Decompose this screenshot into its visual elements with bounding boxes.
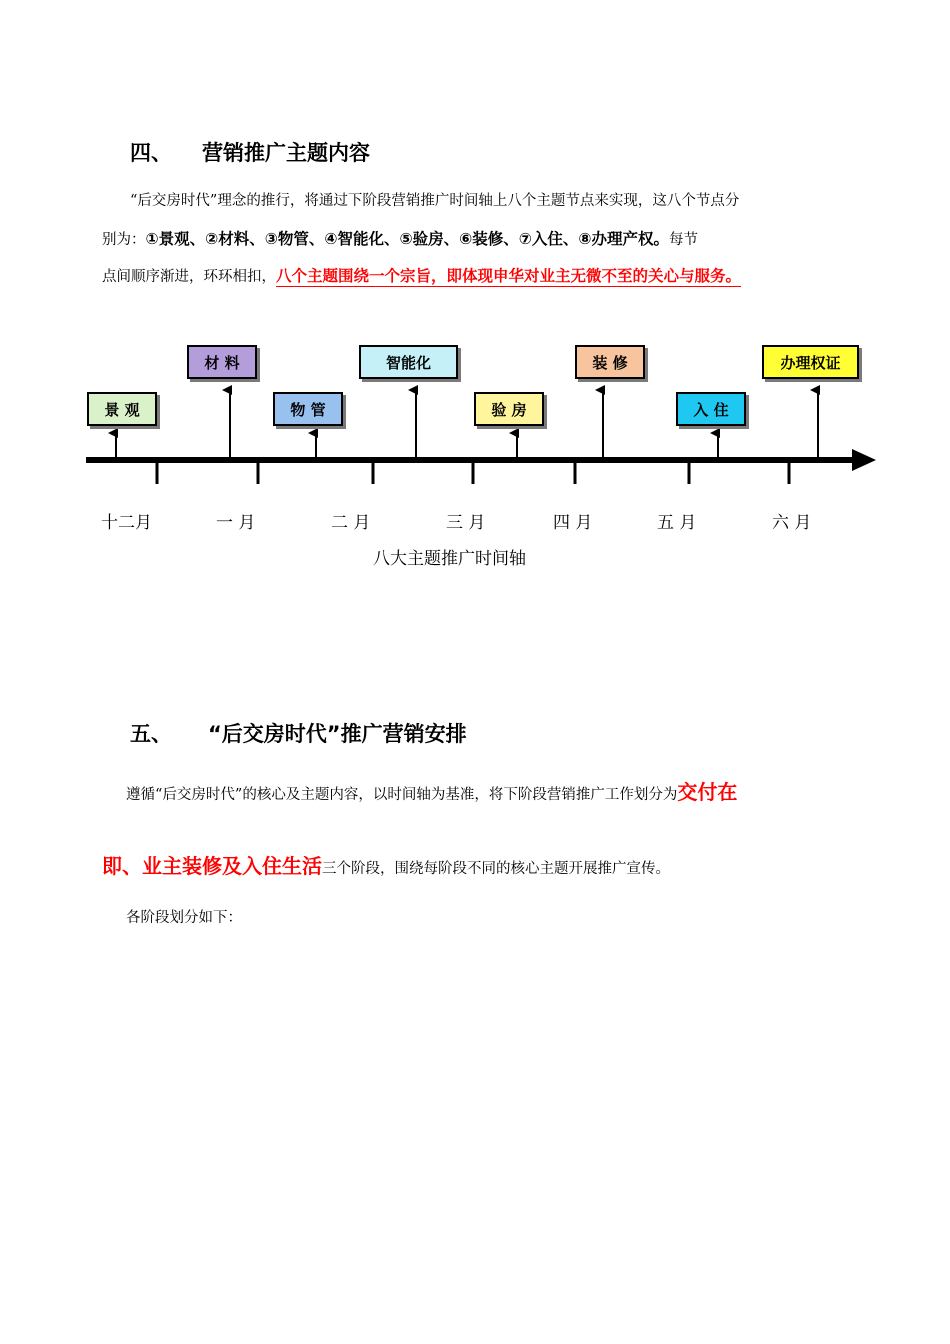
timeline-node-property-certificate: 办理权证 xyxy=(762,345,859,379)
line-1-text: 遵循“后交房时代”的核心及主题内容，以时间轴为基准，将下阶段营销推广工作划分为 xyxy=(126,787,678,803)
line-2-suffix: 每节 xyxy=(669,232,698,248)
section-4-paragraph-line-2 xyxy=(102,230,698,250)
section-5-paragraph-line-1 xyxy=(126,780,738,805)
timeline-node-smart-home: 智能化 xyxy=(359,345,458,379)
stage-highlight-end: 即、业主装修及入住生活 xyxy=(102,854,322,878)
timeline-node-inspection: 验 房 xyxy=(474,392,544,426)
timeline-arrowhead xyxy=(852,449,876,471)
month-label-jun: 六 月 xyxy=(772,513,812,533)
month-label-jan: 一 月 xyxy=(216,513,256,533)
section-5-paragraph-line-3: 各阶段划分如下： xyxy=(126,910,242,926)
line-2-text: 三个阶段，围绕每阶段不同的核心主题开展推广宣传。 xyxy=(322,861,670,877)
eight-themes-list: ①景观、②材料、③物管、④智能化、⑤验房、⑥装修、⑦入住、⑧办理产权。 xyxy=(145,230,669,248)
line-2-prefix: 别为： xyxy=(102,232,146,248)
core-purpose-highlight: 八个主题围绕一个宗旨，即体现申华对业主无微不至的关心与服务。 xyxy=(276,267,742,285)
section-4-paragraph-line-1: “后交房时代”理念的推行，将通过下阶段营销推广时间轴上八个主题节点来实现，这八个节点分 xyxy=(130,193,740,209)
month-label-feb: 二 月 xyxy=(331,513,371,533)
month-label-may: 五 月 xyxy=(657,513,697,533)
section-4-title: 营销推广主题内容 xyxy=(202,141,370,165)
timeline-caption: 八大主题推广时间轴 xyxy=(373,549,526,569)
line-3-prefix: 点间顺序渐进，环环相扣， xyxy=(102,269,276,285)
section-4-paragraph-line-3 xyxy=(102,267,741,287)
month-label-mar: 三 月 xyxy=(446,513,486,533)
timeline-node-move-in: 入 住 xyxy=(676,392,746,426)
month-label-apr: 四 月 xyxy=(553,513,593,533)
timeline-node-decoration: 装 修 xyxy=(575,345,645,379)
section-5-paragraph-line-2 xyxy=(102,854,670,879)
timeline-node-materials: 材 料 xyxy=(187,345,257,379)
timeline-node-landscape: 景 观 xyxy=(87,392,157,426)
section-5-number: 五、 xyxy=(130,722,172,746)
month-label-dec: 十二月 xyxy=(101,513,152,533)
stage-highlight-start: 交付在 xyxy=(677,780,738,804)
timeline-node-property-management: 物 管 xyxy=(273,392,343,426)
section-5-title: “后交房时代”推广营销安排 xyxy=(208,722,467,746)
section-4-number: 四、 xyxy=(130,141,172,165)
